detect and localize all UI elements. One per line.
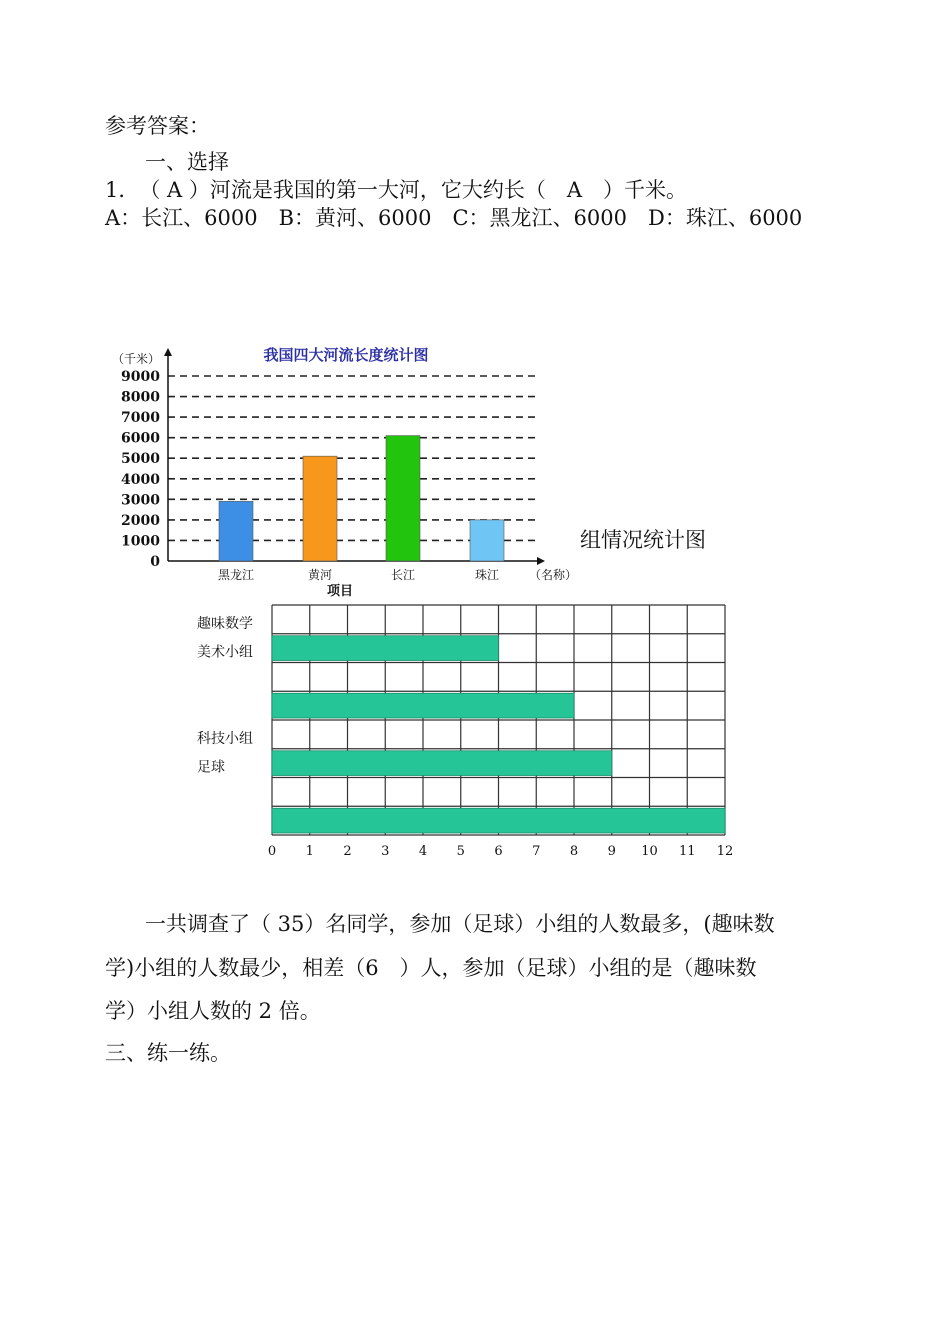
interest-group-bar-chart (190, 575, 770, 865)
x-tick-label: 4 (418, 844, 428, 859)
category-label: 科技小组 (197, 730, 253, 747)
bar-3 (386, 436, 420, 561)
category-label: 美术小组 (197, 644, 253, 661)
y-tick-label: 2000 (121, 512, 160, 529)
category-label: 足球 (197, 759, 225, 776)
x-tick-label: 7 (532, 844, 541, 859)
y-axis-unit: （千米） (112, 352, 161, 366)
bar-2 (303, 456, 337, 561)
question-1-options: A：长江、6000 B：黄河、6000 C：黑龙江、6000 D：珠江、6000 (105, 206, 803, 230)
x-tick-label: 8 (569, 844, 579, 859)
river-chart-labels (112, 346, 577, 582)
x-tick-label: 6 (494, 844, 503, 859)
y-tick-label: 6000 (121, 430, 160, 447)
bar-2 (272, 693, 574, 718)
answer-paragraph-line-2: 学)小组的人数最少，相差（6 ）人，参加（足球）小组的是（趣味数 (105, 956, 757, 980)
y-tick-label: 4000 (121, 471, 160, 488)
x-axis-arrow (537, 557, 545, 565)
category-label: 趣味数学 (197, 615, 253, 632)
x-tick-label: 12 (716, 844, 734, 859)
interest-group-chart-title: 组情况统计图 (580, 528, 706, 552)
y-tick-label: 8000 (121, 389, 160, 406)
river-length-bar-chart (106, 340, 586, 585)
category-label: 珠江 (474, 568, 500, 582)
x-tick-label: 9 (607, 844, 616, 859)
x-tick-label: 11 (678, 844, 696, 859)
question-1: 1． （ A ）河流是我国的第一大河，它大约长（ A ）千米。 (105, 178, 688, 202)
category-label: 黑龙江 (217, 568, 255, 582)
y-tick-label: 9000 (121, 369, 160, 385)
river-chart-bars (219, 436, 504, 561)
chart-title: 我国四大河流长度统计图 (263, 346, 429, 364)
x-tick-label: 10 (641, 844, 658, 859)
answer-paragraph-line-1: 一共调查了（ 35）名同学，参加（足球）小组的人数最多，(趣味数 (145, 912, 775, 936)
x-tick-label: 3 (381, 844, 390, 859)
x-tick-label: 1 (305, 844, 314, 859)
y-tick-label: 3000 (121, 492, 160, 509)
x-tick-label: 5 (456, 844, 465, 859)
bar-4 (272, 808, 725, 833)
y-tick-label: 5000 (121, 451, 160, 468)
x-axis-label: （名称） (529, 568, 578, 582)
y-axis-arrow (164, 348, 172, 356)
y-tick-label: 7000 (121, 410, 160, 427)
x-tick-label: 2 (343, 844, 352, 859)
y-axis-label: 项目 (327, 584, 354, 599)
category-label: 长江 (390, 568, 416, 582)
section-heading-choice: 一、选择 (145, 150, 229, 174)
y-tick-label: 0 (150, 554, 160, 570)
bar-1 (272, 636, 499, 661)
bar-4 (470, 520, 504, 561)
category-label: 黄河 (307, 568, 333, 582)
bar-3 (272, 751, 612, 776)
section-heading-practice: 三、练一练。 (105, 1041, 231, 1065)
y-tick-label: 1000 (121, 533, 160, 550)
answer-title: 参考答案： (105, 114, 210, 138)
bar-1 (219, 501, 253, 561)
answer-paragraph-line-3: 学）小组人数的 2 倍。 (105, 999, 321, 1023)
x-tick-label: 0 (267, 844, 277, 859)
